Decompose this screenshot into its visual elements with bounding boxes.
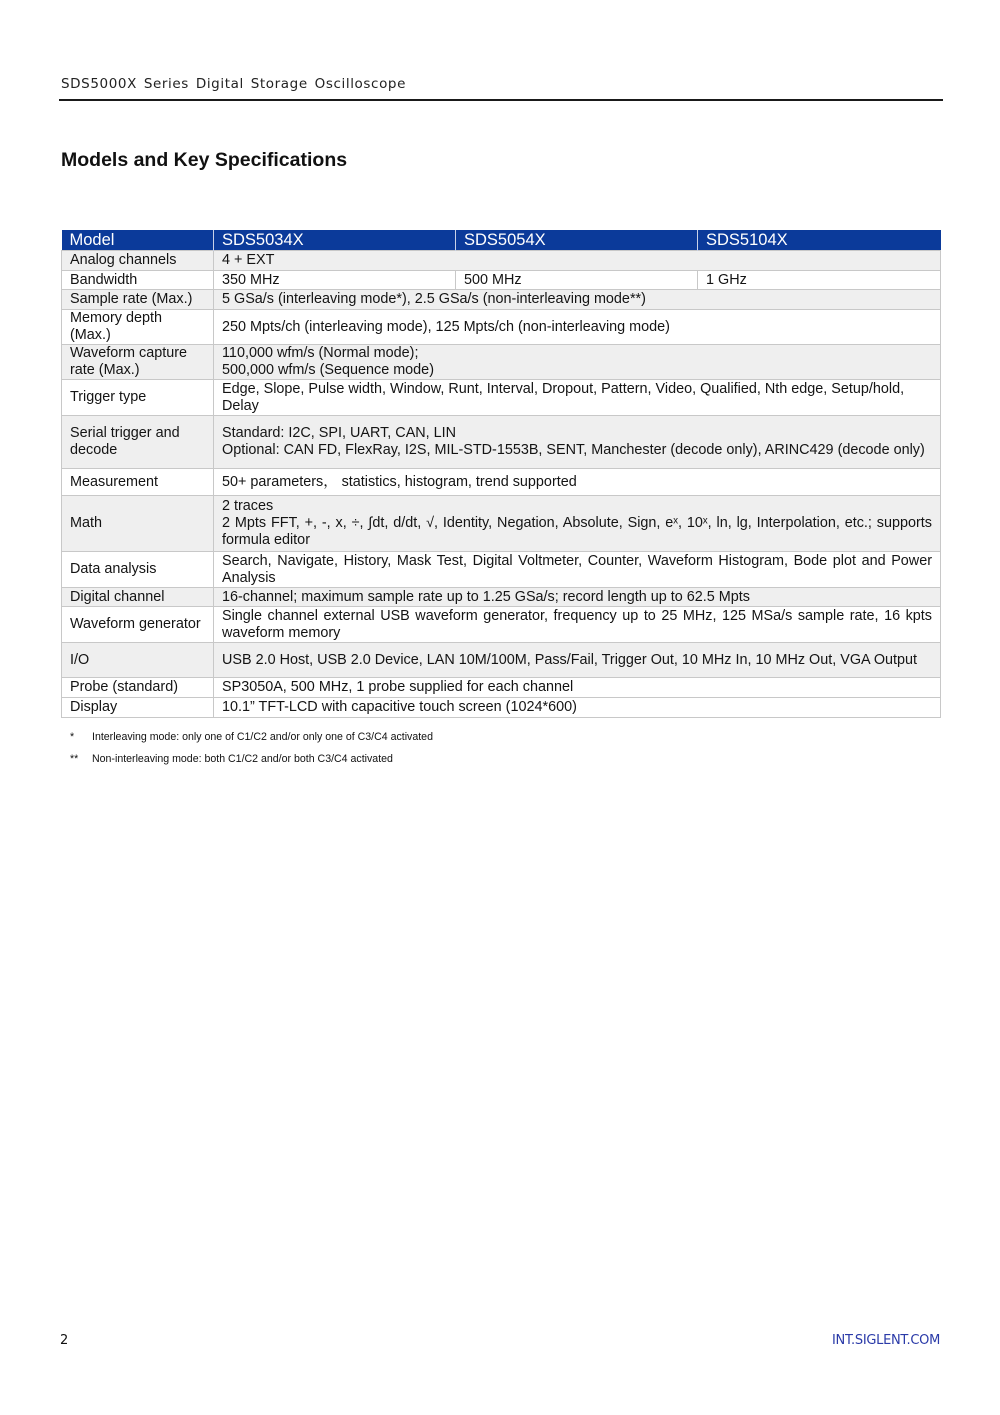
row-value bbox=[214, 345, 941, 380]
footnote-mark: * bbox=[70, 731, 75, 743]
footnote-text: Non-interleaving mode: both C1/C2 and/or both C3/C4 activated bbox=[92, 753, 393, 765]
footnote-text: Interleaving mode: only one of C1/C2 and/or only one of C3/C4 activated bbox=[92, 731, 433, 743]
row-label: Digital channel bbox=[62, 588, 214, 607]
row-label: Measurement bbox=[62, 469, 214, 496]
bandwidth-sds5104x: 1 GHz bbox=[698, 271, 941, 290]
running-header: SDS5000X Series Digital Storage Oscilloscope bbox=[61, 76, 407, 92]
column-header-sds5054x: SDS5054X bbox=[456, 230, 698, 251]
row-label: Math bbox=[62, 496, 214, 552]
column-header-sds5104x: SDS5104X bbox=[698, 230, 941, 251]
spec-table bbox=[61, 230, 941, 718]
row-label: Data analysis bbox=[62, 552, 214, 588]
row-label: Serial trigger and decode bbox=[62, 416, 214, 469]
column-header-sds5034x: SDS5034X bbox=[214, 230, 456, 251]
footnote-interleaving bbox=[70, 731, 433, 753]
site-url-link[interactable]: INT.SIGLENT.COM bbox=[832, 1333, 940, 1348]
table-row-probe bbox=[62, 678, 941, 698]
row-value: 4 + EXT bbox=[214, 251, 941, 271]
row-label: Memory depth (Max.) bbox=[62, 310, 214, 345]
table-row-digital-channel bbox=[62, 588, 941, 607]
page-title: Models and Key Specifications bbox=[61, 149, 348, 171]
table-row-sample-rate bbox=[62, 290, 941, 310]
table-row-waveform-generator bbox=[62, 607, 941, 643]
column-header-model: Model bbox=[62, 230, 214, 251]
row-label: Analog channels bbox=[62, 251, 214, 271]
row-label: Waveform generator bbox=[62, 607, 214, 643]
value-line: Optional: CAN FD, FlexRay, I2S, MIL-STD-1553B, SENT, Manchester (decode only), ARINC429 (decode only) bbox=[222, 442, 925, 458]
row-value: 250 Mpts/ch (interleaving mode), 125 Mpts/ch (non-interleaving mode) bbox=[214, 310, 941, 345]
table-row-memory-depth bbox=[62, 310, 941, 345]
footnotes bbox=[70, 731, 433, 775]
row-value: 50+ parameters， statistics, histogram, trend supported bbox=[214, 469, 941, 496]
table-row-bandwidth bbox=[62, 271, 941, 290]
row-label: Bandwidth bbox=[62, 271, 214, 290]
row-value: Search, Navigate, History, Mask Test, Digital Voltmeter, Counter, Waveform Histogram, Bode plot and Power Analysis bbox=[214, 552, 941, 588]
table-row-analog-channels bbox=[62, 251, 941, 271]
table-row-waveform-capture-rate bbox=[62, 345, 941, 380]
row-label: Display bbox=[62, 698, 214, 718]
row-value: Single channel external USB waveform generator, frequency up to 25 MHz, 125 MSa/s sample rate, 16 kpts waveform memory bbox=[214, 607, 941, 643]
bandwidth-sds5034x: 350 MHz bbox=[214, 271, 456, 290]
bandwidth-sds5054x: 500 MHz bbox=[456, 271, 698, 290]
value-line: 2 traces bbox=[222, 498, 274, 514]
footnote-non-interleaving bbox=[70, 753, 433, 775]
header-rule bbox=[59, 99, 943, 101]
table-row-display bbox=[62, 698, 941, 718]
value-line: Standard: I2C, SPI, UART, CAN, LIN bbox=[222, 425, 457, 441]
footnote-mark: ** bbox=[70, 753, 79, 765]
row-value bbox=[214, 496, 941, 552]
table-row-serial-trigger bbox=[62, 416, 941, 469]
row-value: 16-channel; maximum sample rate up to 1.25 GSa/s; record length up to 62.5 Mpts bbox=[214, 588, 941, 607]
row-value: 10.1” TFT-LCD with capacitive touch screen (1024*600) bbox=[214, 698, 941, 718]
row-value: 5 GSa/s (interleaving mode*), 2.5 GSa/s (non-interleaving mode**) bbox=[214, 290, 941, 310]
table-row-measurement bbox=[62, 469, 941, 496]
table-header-row bbox=[62, 230, 941, 251]
table-row-math bbox=[62, 496, 941, 552]
page-number: 2 bbox=[60, 1333, 69, 1348]
row-label: Waveform capture rate (Max.) bbox=[62, 345, 214, 380]
row-label: I/O bbox=[62, 643, 214, 678]
value-line: 2 Mpts FFT, +, -, x, ÷, ∫dt, d/dt, √, Identity, Negation, Absolute, Sign, eˣ, 10ˣ, ln, lg, Interpolation, etc.; supports formula editor bbox=[222, 515, 932, 548]
row-label: Sample rate (Max.) bbox=[62, 290, 214, 310]
row-value: SP3050A, 500 MHz, 1 probe supplied for each channel bbox=[214, 678, 941, 698]
row-label: Probe (standard) bbox=[62, 678, 214, 698]
value-line: 110,000 wfm/s (Normal mode); bbox=[222, 345, 419, 361]
row-label: Trigger type bbox=[62, 380, 214, 416]
table-row-data-analysis bbox=[62, 552, 941, 588]
row-value: Edge, Slope, Pulse width, Window, Runt, Interval, Dropout, Pattern, Video, Qualified, Nth edge, Setup/hold, Delay bbox=[214, 380, 941, 416]
value-line: 500,000 wfm/s (Sequence mode) bbox=[222, 362, 434, 378]
row-value: USB 2.0 Host, USB 2.0 Device, LAN 10M/100M, Pass/Fail, Trigger Out, 10 MHz In, 10 MHz Out, VGA Output bbox=[214, 643, 941, 678]
row-value bbox=[214, 416, 941, 469]
table-row-trigger-type bbox=[62, 380, 941, 416]
table-row-io bbox=[62, 643, 941, 678]
